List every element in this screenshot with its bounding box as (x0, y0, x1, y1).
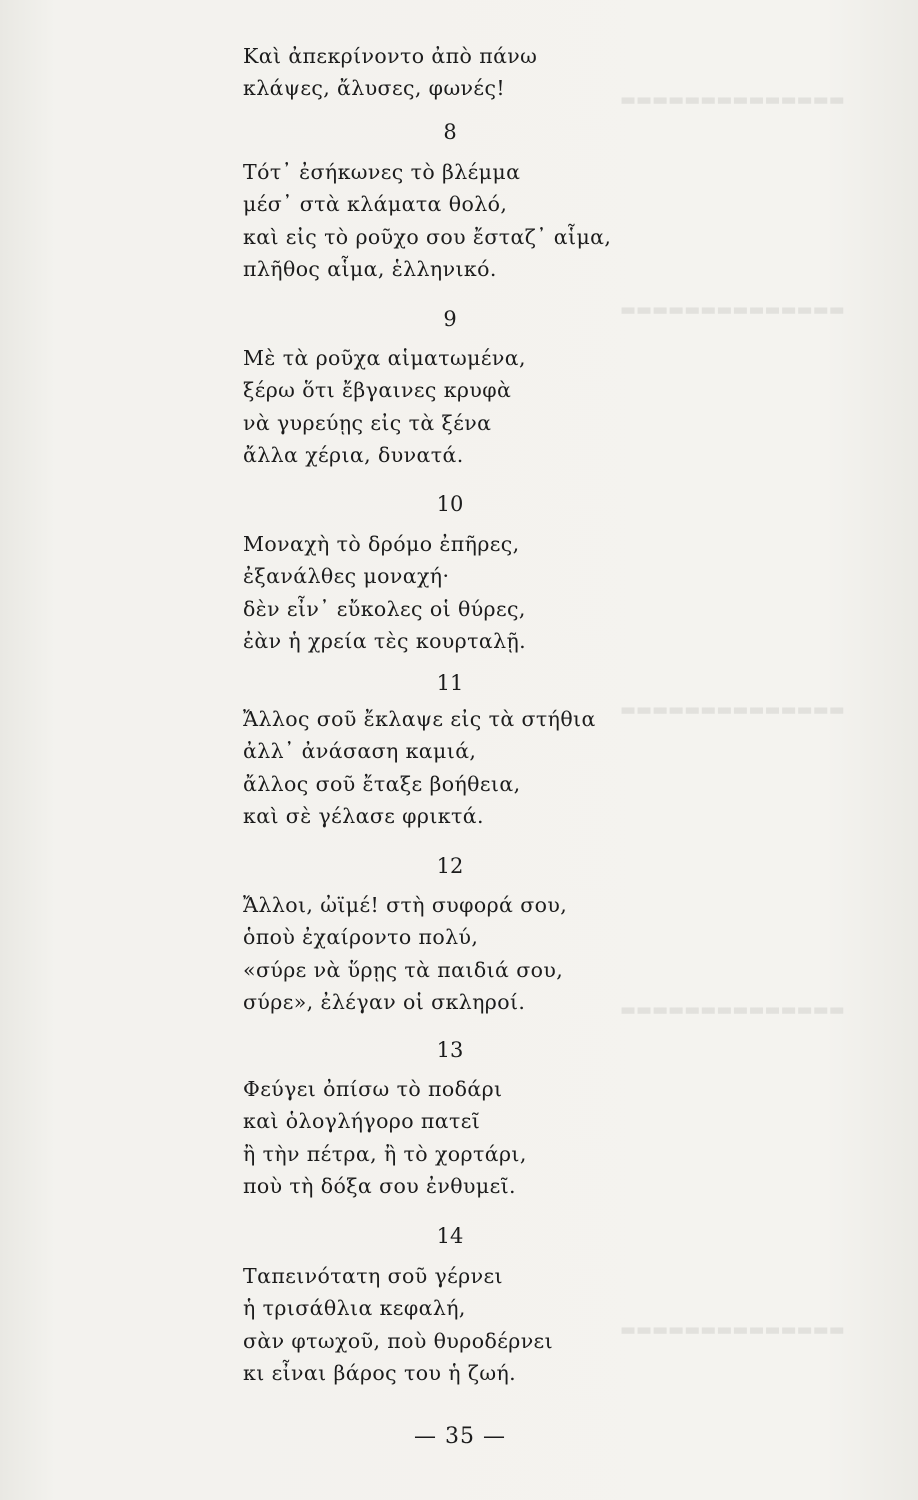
poem-line: ὁποὺ ἐχαίροντο πολύ, (243, 925, 479, 950)
poem-line: Ταπεινότατη σοῦ γέρνει (243, 1264, 503, 1288)
stanza-10 (243, 528, 803, 657)
poem-line: Μὲ τὰ ροῦχα αἱματωμένα, (243, 346, 526, 370)
poem-line: σύρε», ἐλέγαν οἱ σκληροί. (243, 989, 526, 1014)
stanza-number: 8 (443, 120, 457, 144)
poem-line: ἐὰν ἡ χρεία τὲς κουρταλῇ. (243, 628, 527, 653)
stanza-8 (243, 156, 803, 285)
poem-line: ποὺ τὴ δόξα σου ἐνθυμεῖ. (243, 1173, 516, 1198)
stanza-number: 10 (436, 492, 464, 516)
stanza-13 (243, 1073, 803, 1202)
poem-line: Μοναχὴ τὸ δρόμο ἐπῆρες, (243, 532, 520, 556)
show-through-texture: ▬▬▬▬▬▬▬▬▬▬▬▬▬▬ (620, 90, 845, 110)
poem-line: καὶ σὲ γέλασε φρικτά. (243, 803, 484, 828)
show-through-texture: ▬▬▬▬▬▬▬▬▬▬▬▬▬▬ (620, 700, 845, 720)
poem-line: Τότ᾽ ἐσήκωνες τὸ βλέμμα (243, 160, 521, 184)
poem-line: Καὶ ἀπεκρίνοντο ἀπὸ πάνω (243, 44, 538, 68)
poem-line: ἐξανάλθες μοναχή· (243, 564, 450, 589)
page-number: — 35 — (414, 1424, 506, 1449)
stanza-9 (243, 342, 803, 471)
stanza-12 (243, 889, 803, 1018)
poem-line: δὲν εἶν᾽ εὔκολες οἱ θύρες, (243, 596, 526, 621)
stanza-number: 9 (443, 307, 457, 331)
stanza-number: 11 (436, 671, 464, 695)
stanza-number: 12 (436, 854, 464, 878)
stanza-number: 14 (436, 1224, 464, 1248)
show-through-texture: ▬▬▬▬▬▬▬▬▬▬▬▬▬▬ (620, 1320, 845, 1340)
stanza-14 (243, 1260, 803, 1389)
poem-line: κι εἶναι βάρος του ἡ ζωή. (243, 1360, 517, 1385)
poem-line: Ἄλλοι, ὠϊμέ! στὴ συφορά σου, (243, 893, 568, 917)
poem-line: ξέρω ὅτι ἔβγαινες κρυφὰ (243, 378, 512, 403)
poem-line: κλάψες, ἄλυσες, φωνές! (243, 76, 505, 101)
stanza-11 (243, 703, 803, 832)
poem-line: καὶ εἰς τὸ ροῦχο σου ἔσταζ᾽ αἷμα, (243, 224, 612, 249)
poem-line: καὶ ὁλογλήγορο πατεῖ (243, 1109, 481, 1134)
poem-line: ἢ τὴν πέτρα, ἢ τὸ χορτάρι, (243, 1141, 527, 1166)
poem-line: ἀλλ᾽ ἀνάσαση καμιά, (243, 739, 477, 764)
poem-line: ἄλλος σοῦ ἔταξε βοήθεια, (243, 771, 521, 796)
poem-line: ἡ τρισάθλια κεφαλή, (243, 1296, 466, 1321)
poem-line: Ἄλλος σοῦ ἔκλαψε εἰς τὰ στήθια (243, 707, 596, 731)
poem-line: σὰν φτωχοῦ, ποὺ θυροδέρνει (243, 1328, 554, 1353)
poem-line: νὰ γυρεύῃς εἰς τὰ ξένα (243, 410, 492, 435)
stanza-number: 13 (436, 1038, 464, 1062)
poem-line: μέσ᾽ στὰ κλάματα θολό, (243, 192, 508, 217)
poem-line: Φεύγει ὀπίσω τὸ ποδάρι (243, 1077, 503, 1101)
poem-line: ἄλλα χέρια, δυνατά. (243, 442, 464, 467)
poem-line: «σύρε νὰ ὕρῃς τὰ παιδιά σου, (243, 957, 564, 982)
show-through-texture: ▬▬▬▬▬▬▬▬▬▬▬▬▬▬ (620, 1000, 845, 1020)
poem-line: πλῆθος αἷμα, ἑλληνικό. (243, 256, 497, 281)
stanza-7 (243, 40, 803, 105)
show-through-texture: ▬▬▬▬▬▬▬▬▬▬▬▬▬▬ (620, 300, 845, 320)
